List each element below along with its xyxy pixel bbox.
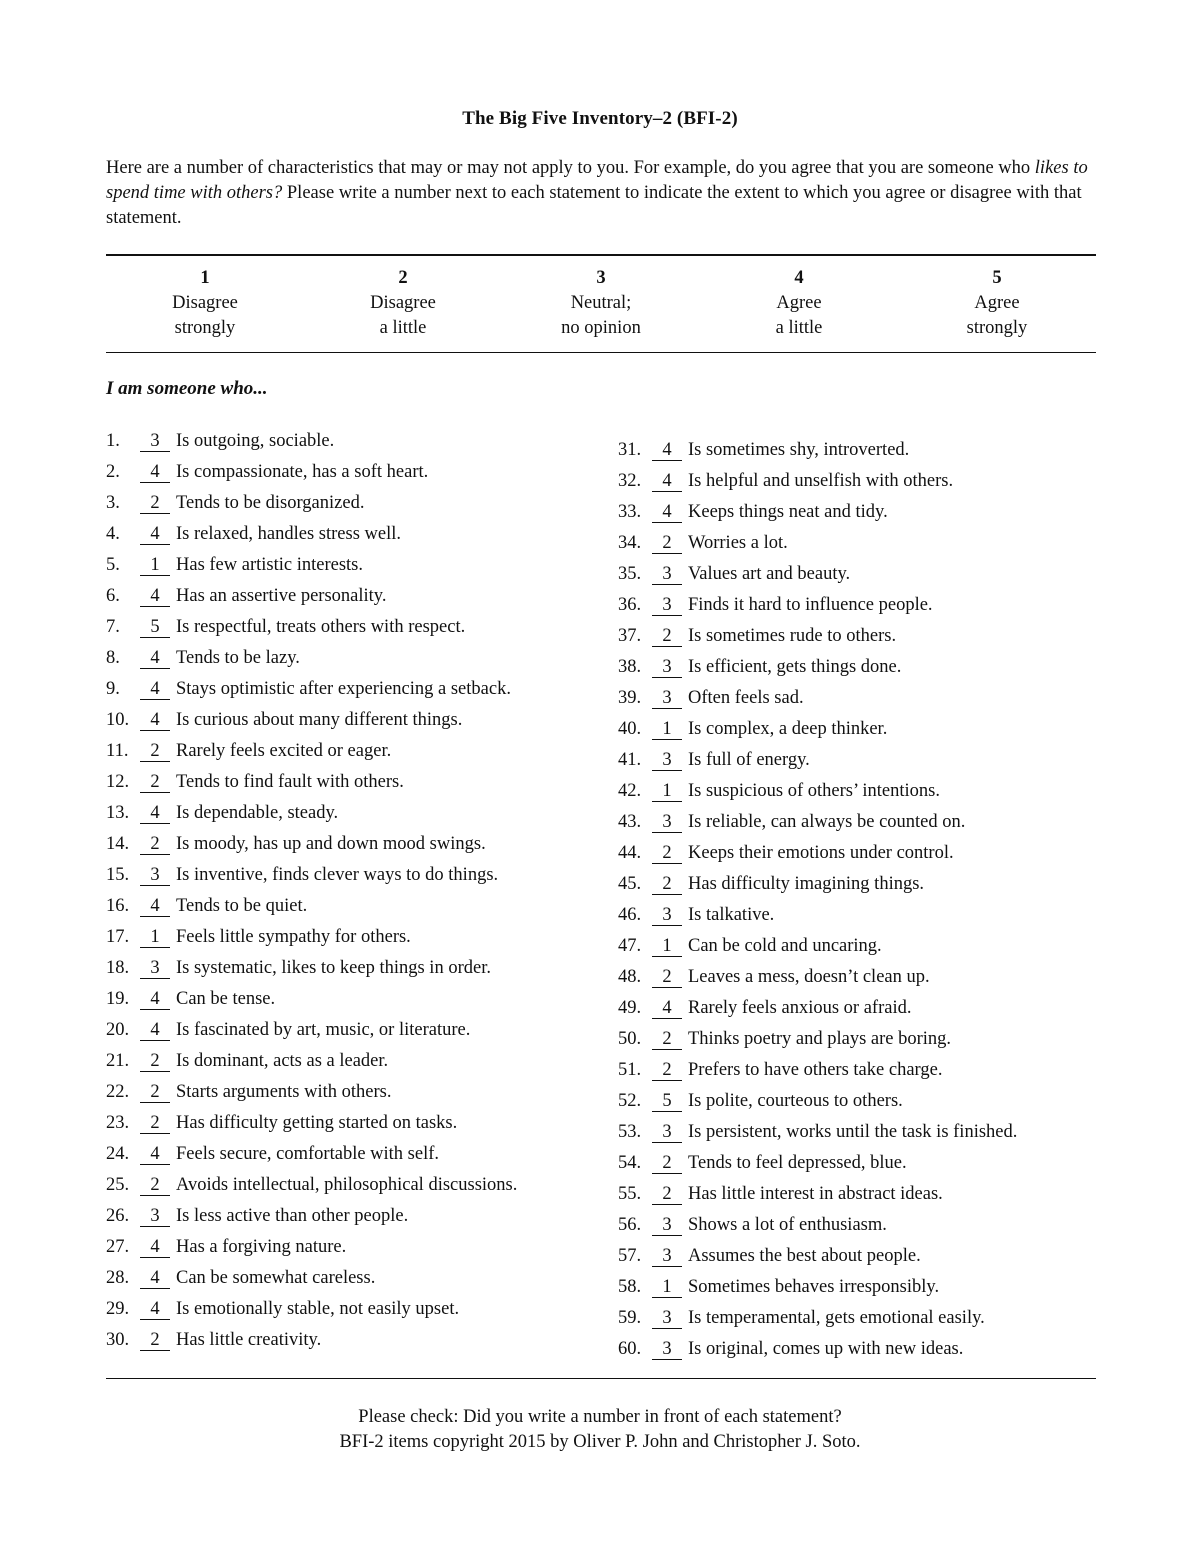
answer-blank[interactable]: 3	[652, 1122, 682, 1143]
answer-blank[interactable]: 4	[140, 1299, 170, 1320]
scale-label: Neutral;	[570, 293, 632, 313]
item-number: 56.	[618, 1215, 642, 1235]
item-number: 40.	[618, 719, 642, 739]
scale-number: 3	[596, 268, 606, 288]
item-statement: Is complex, a deep thinker.	[688, 719, 888, 739]
answer-blank[interactable]: 2	[140, 1330, 170, 1351]
list-item	[106, 831, 486, 857]
item-statement: Is respectful, treats others with respect.	[176, 617, 466, 637]
list-item	[106, 738, 391, 764]
scale-number: 1	[200, 268, 210, 288]
list-item	[618, 964, 930, 990]
item-number: 16.	[106, 896, 130, 916]
item-statement: Values art and beauty.	[688, 564, 851, 584]
item-number: 12.	[106, 772, 130, 792]
list-item	[106, 614, 465, 640]
list-item	[106, 1110, 457, 1136]
list-item	[106, 1017, 470, 1043]
item-statement: Assumes the best about people.	[688, 1246, 921, 1266]
list-item	[106, 1234, 346, 1260]
answer-blank[interactable]: 3	[652, 1215, 682, 1236]
item-statement: Is relaxed, handles stress well.	[176, 524, 402, 544]
item-statement: Is polite, courteous to others.	[688, 1091, 903, 1111]
answer-blank[interactable]: 4	[652, 440, 682, 461]
item-number: 38.	[618, 657, 642, 677]
item-statement: Is talkative.	[688, 905, 775, 925]
list-item	[618, 1150, 907, 1176]
item-statement: Is dependable, steady.	[176, 803, 339, 823]
answer-blank[interactable]: 4	[140, 1237, 170, 1258]
item-statement: Prefers to have others take charge.	[688, 1060, 943, 1080]
item-number: 43.	[618, 812, 642, 832]
list-item	[618, 995, 911, 1021]
list-item	[106, 459, 428, 485]
list-item	[618, 1305, 985, 1331]
item-number: 15.	[106, 865, 130, 885]
items-bottom-rule	[106, 1378, 1096, 1379]
item-number: 47.	[618, 936, 642, 956]
list-item	[106, 1327, 321, 1353]
item-statement: Tends to be quiet.	[176, 896, 308, 916]
answer-blank[interactable]: 3	[652, 905, 682, 926]
item-number: 21.	[106, 1051, 130, 1071]
answer-blank[interactable]: 1	[652, 1277, 682, 1298]
item-number: 39.	[618, 688, 642, 708]
item-number: 13.	[106, 803, 130, 823]
item-statement: Is full of energy.	[688, 750, 810, 770]
list-item	[618, 1026, 951, 1052]
item-statement: Is reliable, can always be counted on.	[688, 812, 966, 832]
instructions-text-end: Please write a number next to each statement to indicate the extent to which you agree or disagree with that statement.	[106, 183, 1082, 228]
list-item	[618, 933, 882, 959]
item-statement: Stays optimistic after experiencing a setback.	[176, 679, 511, 699]
answer-blank[interactable]: 4	[140, 710, 170, 731]
list-item	[618, 623, 896, 649]
answer-blank[interactable]: 2	[140, 1051, 170, 1072]
list-item	[106, 800, 338, 826]
item-statement: Can be tense.	[176, 989, 276, 1009]
list-item	[106, 676, 511, 702]
item-statement: Is original, comes up with new ideas.	[688, 1339, 964, 1359]
list-item	[618, 592, 933, 618]
item-statement: Is sometimes rude to others.	[688, 626, 897, 646]
list-item	[106, 769, 404, 795]
scale-label: Disagree	[172, 293, 238, 313]
list-item	[618, 1336, 963, 1362]
scale-option-3	[502, 266, 700, 341]
list-item	[618, 1181, 943, 1207]
answer-blank[interactable]: 3	[652, 750, 682, 771]
scale-bottom-rule	[106, 352, 1096, 353]
list-item	[618, 1274, 939, 1300]
scale-label: Agree	[776, 293, 822, 313]
list-item	[618, 685, 804, 711]
list-item	[618, 1088, 903, 1114]
item-statement: Is moody, has up and down mood swings.	[176, 834, 486, 854]
item-statement: Has few artistic interests.	[176, 555, 363, 575]
answer-blank[interactable]: 4	[652, 471, 682, 492]
answer-blank[interactable]: 2	[140, 1175, 170, 1196]
item-stem: I am someone who...	[106, 378, 268, 399]
answer-blank[interactable]: 4	[140, 896, 170, 917]
item-statement: Tends to be disorganized.	[176, 493, 365, 513]
list-item	[618, 902, 774, 928]
item-number: 17.	[106, 927, 130, 947]
answer-blank[interactable]: 1	[652, 719, 682, 740]
answer-blank[interactable]: 3	[652, 1308, 682, 1329]
item-statement: Rarely feels anxious or afraid.	[688, 998, 912, 1018]
item-statement: Is dominant, acts as a leader.	[176, 1051, 389, 1071]
scale-number: 2	[398, 268, 408, 288]
scale-label: Agree	[974, 293, 1020, 313]
answer-blank[interactable]: 2	[140, 834, 170, 855]
answer-blank[interactable]: 3	[652, 1246, 682, 1267]
answer-blank[interactable]: 3	[140, 431, 170, 452]
item-number: 20.	[106, 1020, 130, 1040]
item-statement: Finds it hard to influence people.	[688, 595, 933, 615]
item-statement: Has difficulty imagining things.	[688, 874, 925, 894]
list-item	[106, 428, 334, 454]
list-item	[106, 1079, 391, 1105]
answer-blank[interactable]: 2	[140, 493, 170, 514]
scale-option-1	[106, 266, 304, 341]
answer-blank[interactable]: 3	[652, 812, 682, 833]
list-item	[106, 707, 462, 733]
list-item	[106, 490, 364, 516]
item-number: 48.	[618, 967, 642, 987]
list-item	[106, 583, 386, 609]
item-statement: Has an assertive personality.	[176, 586, 387, 606]
item-statement: Is curious about many different things.	[176, 710, 463, 730]
item-number: 4.	[106, 524, 120, 544]
list-item	[618, 871, 924, 897]
item-statement: Tends to feel depressed, blue.	[688, 1153, 907, 1173]
scale-label: no opinion	[561, 318, 641, 338]
item-number: 18.	[106, 958, 130, 978]
answer-blank[interactable]: 2	[140, 1082, 170, 1103]
answer-blank[interactable]: 4	[140, 679, 170, 700]
item-number: 27.	[106, 1237, 130, 1257]
answer-blank[interactable]: 3	[140, 865, 170, 886]
item-statement: Often feels sad.	[688, 688, 804, 708]
answer-blank[interactable]: 3	[652, 688, 682, 709]
item-statement: Is fascinated by art, music, or literature.	[176, 1020, 471, 1040]
item-statement: Is helpful and unselfish with others.	[688, 471, 954, 491]
item-statement: Is emotionally stable, not easily upset.	[176, 1299, 460, 1319]
item-number: 44.	[618, 843, 642, 863]
list-item	[618, 778, 940, 804]
answer-blank[interactable]: 2	[652, 1060, 682, 1081]
item-statement: Feels little sympathy for others.	[176, 927, 411, 947]
item-number: 60.	[618, 1339, 642, 1359]
item-number: 57.	[618, 1246, 642, 1266]
answer-blank[interactable]: 2	[652, 967, 682, 988]
item-statement: Is persistent, works until the task is finished.	[688, 1122, 1018, 1142]
list-item	[106, 552, 363, 578]
scale-label: a little	[379, 318, 427, 338]
item-statement: Is less active than other people.	[176, 1206, 409, 1226]
item-number: 2.	[106, 462, 120, 482]
item-statement: Avoids intellectual, philosophical discussions.	[176, 1175, 518, 1195]
scale-label: strongly	[174, 318, 236, 338]
item-statement: Has a forgiving nature.	[176, 1237, 347, 1257]
list-item	[106, 893, 307, 919]
item-number: 32.	[618, 471, 642, 491]
list-item	[106, 645, 300, 671]
item-statement: Starts arguments with others.	[176, 1082, 392, 1102]
list-item	[106, 924, 411, 950]
item-number: 26.	[106, 1206, 130, 1226]
scale-option-5	[898, 266, 1096, 341]
scale-number: 5	[992, 268, 1002, 288]
item-number: 46.	[618, 905, 642, 925]
answer-blank[interactable]: 4	[140, 462, 170, 483]
list-item	[618, 716, 887, 742]
item-number: 35.	[618, 564, 642, 584]
list-item	[618, 437, 909, 463]
item-statement: Keeps their emotions under control.	[688, 843, 954, 863]
list-item	[618, 1243, 921, 1269]
answer-blank[interactable]: 2	[652, 626, 682, 647]
item-statement: Rarely feels excited or eager.	[176, 741, 392, 761]
list-item	[106, 1048, 388, 1074]
answer-blank[interactable]: 2	[652, 533, 682, 554]
answer-blank[interactable]: 2	[652, 1029, 682, 1050]
answer-blank[interactable]: 1	[652, 936, 682, 957]
item-statement: Is efficient, gets things done.	[688, 657, 902, 677]
item-number: 14.	[106, 834, 130, 854]
list-item	[106, 1296, 459, 1322]
item-statement: Is outgoing, sociable.	[176, 431, 335, 451]
answer-blank[interactable]: 5	[140, 617, 170, 638]
list-item	[106, 1203, 408, 1229]
item-number: 1.	[106, 431, 120, 451]
item-number: 6.	[106, 586, 120, 606]
item-number: 53.	[618, 1122, 642, 1142]
item-number: 51.	[618, 1060, 642, 1080]
item-statement: Can be somewhat careless.	[176, 1268, 376, 1288]
answer-blank[interactable]: 3	[652, 1339, 682, 1360]
item-number: 55.	[618, 1184, 642, 1204]
list-item	[106, 521, 401, 547]
list-item	[106, 1141, 439, 1167]
list-item	[618, 747, 810, 773]
footer-copyright: BFI-2 items copyright 2015 by Oliver P. John and Christopher J. Soto.	[339, 1432, 861, 1452]
list-item	[618, 1212, 887, 1238]
instructions	[106, 156, 1096, 231]
item-statement: Is suspicious of others’ intentions.	[688, 781, 940, 801]
item-statement: Tends to be lazy.	[176, 648, 300, 668]
answer-blank[interactable]: 5	[652, 1091, 682, 1112]
list-item	[618, 809, 965, 835]
item-number: 10.	[106, 710, 130, 730]
answer-blank[interactable]: 4	[140, 1144, 170, 1165]
answer-blank[interactable]: 4	[140, 1268, 170, 1289]
item-number: 54.	[618, 1153, 642, 1173]
list-item	[618, 468, 953, 494]
item-number: 9.	[106, 679, 120, 699]
answer-blank[interactable]: 4	[140, 1020, 170, 1041]
item-number: 29.	[106, 1299, 130, 1319]
answer-blank[interactable]: 2	[652, 1153, 682, 1174]
item-number: 41.	[618, 750, 642, 770]
item-number: 34.	[618, 533, 642, 553]
answer-blank[interactable]: 4	[140, 803, 170, 824]
item-statement: Is temperamental, gets emotional easily.	[688, 1308, 985, 1328]
list-item	[618, 1119, 1017, 1145]
answer-blank[interactable]: 4	[140, 648, 170, 669]
scale-option-2	[304, 266, 502, 341]
instructions-emphasis: likes to spend time with others?	[106, 158, 1088, 203]
scale-label: a little	[775, 318, 823, 338]
item-number: 49.	[618, 998, 642, 1018]
item-number: 58.	[618, 1277, 642, 1297]
item-number: 7.	[106, 617, 120, 637]
scale-top-rule	[106, 254, 1096, 256]
answer-blank[interactable]: 1	[140, 927, 170, 948]
scale-number: 4	[794, 268, 804, 288]
answer-blank[interactable]: 3	[140, 1206, 170, 1227]
item-number: 22.	[106, 1082, 130, 1102]
instructions-text: Here are a number of characteristics that may or may not apply to you. For example, do you agree that you are someone who	[106, 158, 1035, 178]
item-statement: Has little interest in abstract ideas.	[688, 1184, 943, 1204]
item-number: 33.	[618, 502, 642, 522]
item-number: 28.	[106, 1268, 130, 1288]
list-item	[106, 862, 498, 888]
item-statement: Feels secure, comfortable with self.	[176, 1144, 440, 1164]
list-item	[618, 499, 888, 525]
scale-option-4	[700, 266, 898, 341]
item-number: 37.	[618, 626, 642, 646]
list-item	[618, 840, 954, 866]
item-number: 30.	[106, 1330, 130, 1350]
list-item	[618, 561, 850, 587]
item-number: 8.	[106, 648, 120, 668]
item-statement: Shows a lot of enthusiasm.	[688, 1215, 887, 1235]
answer-blank[interactable]: 3	[652, 595, 682, 616]
footer-check-note: Please check: Did you write a number in front of each statement?	[358, 1407, 842, 1427]
item-statement: Is sometimes shy, introverted.	[688, 440, 910, 460]
list-item	[106, 986, 275, 1012]
answer-blank[interactable]: 2	[140, 772, 170, 793]
item-number: 52.	[618, 1091, 642, 1111]
answer-blank[interactable]: 2	[652, 843, 682, 864]
item-number: 45.	[618, 874, 642, 894]
list-item	[618, 654, 901, 680]
list-item	[106, 1172, 517, 1198]
answer-blank[interactable]: 2	[140, 1113, 170, 1134]
answer-blank[interactable]: 3	[652, 657, 682, 678]
item-statement: Is inventive, finds clever ways to do things.	[176, 865, 499, 885]
item-statement: Is compassionate, has a soft heart.	[176, 462, 429, 482]
list-item	[106, 955, 491, 981]
item-statement: Keeps things neat and tidy.	[688, 502, 888, 522]
item-statement: Has difficulty getting started on tasks.	[176, 1113, 458, 1133]
item-statement: Leaves a mess, doesn’t clean up.	[688, 967, 930, 987]
answer-blank[interactable]: 2	[140, 741, 170, 762]
answer-blank[interactable]: 4	[652, 502, 682, 523]
item-statement: Has little creativity.	[176, 1330, 322, 1350]
item-number: 5.	[106, 555, 120, 575]
answer-blank[interactable]: 4	[140, 989, 170, 1010]
list-item	[618, 530, 788, 556]
scale-label: strongly	[966, 318, 1028, 338]
item-number: 24.	[106, 1144, 130, 1164]
answer-blank[interactable]: 2	[652, 1184, 682, 1205]
item-number: 3.	[106, 493, 120, 513]
answer-blank[interactable]: 4	[652, 998, 682, 1019]
item-number: 36.	[618, 595, 642, 615]
item-number: 11.	[106, 741, 129, 761]
item-statement: Tends to find fault with others.	[176, 772, 404, 792]
item-number: 23.	[106, 1113, 130, 1133]
item-number: 50.	[618, 1029, 642, 1049]
rating-scale	[106, 266, 1096, 341]
item-statement: Is systematic, likes to keep things in order.	[176, 958, 491, 978]
list-item	[618, 1057, 942, 1083]
answer-blank[interactable]: 2	[652, 874, 682, 895]
page-title: The Big Five Inventory–2 (BFI-2)	[462, 108, 738, 129]
item-number: 59.	[618, 1308, 642, 1328]
item-number: 31.	[618, 440, 642, 460]
item-statement: Worries a lot.	[688, 533, 788, 553]
list-item	[106, 1265, 375, 1291]
answer-blank[interactable]: 4	[140, 586, 170, 607]
item-statement: Sometimes behaves irresponsibly.	[688, 1277, 940, 1297]
answer-blank[interactable]: 3	[652, 564, 682, 585]
item-statement: Can be cold and uncaring.	[688, 936, 882, 956]
answer-blank[interactable]: 1	[140, 555, 170, 576]
answer-blank[interactable]: 3	[140, 958, 170, 979]
item-number: 25.	[106, 1175, 130, 1195]
item-number: 42.	[618, 781, 642, 801]
item-number: 19.	[106, 989, 130, 1009]
item-statement: Thinks poetry and plays are boring.	[688, 1029, 952, 1049]
footer	[0, 1405, 1200, 1455]
answer-blank[interactable]: 4	[140, 524, 170, 545]
scale-label: Disagree	[370, 293, 436, 313]
answer-blank[interactable]: 1	[652, 781, 682, 802]
